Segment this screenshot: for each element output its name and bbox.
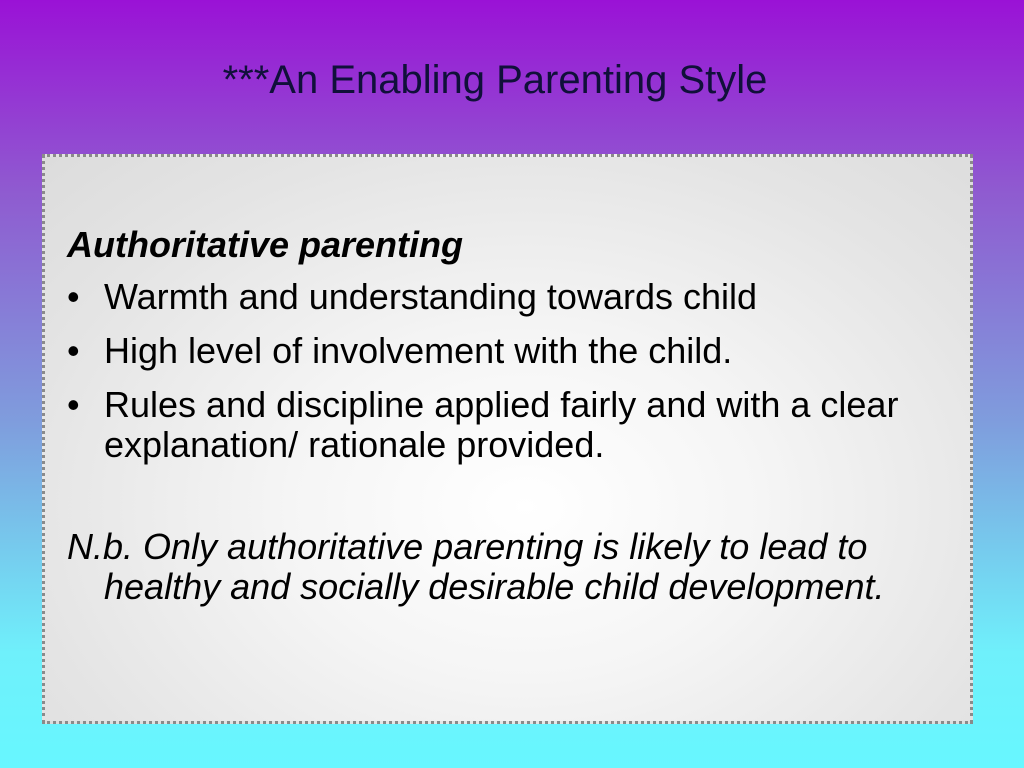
content-box xyxy=(42,154,973,724)
subheading: Authoritative parenting xyxy=(67,224,464,265)
bullet-text: Rules and discipline applied fairly and with a clear explanation/ rationale provided. xyxy=(104,384,899,465)
bullet-icon: • xyxy=(67,276,80,317)
content-body xyxy=(67,225,952,607)
bullet-item xyxy=(67,331,952,371)
bullet-text: Warmth and understanding towards child xyxy=(104,276,758,317)
bullet-text: High level of involvement with the child. xyxy=(104,330,733,371)
bullet-list xyxy=(67,277,952,465)
slide-title: ***An Enabling Parenting Style xyxy=(222,58,768,102)
bullet-item xyxy=(67,385,952,465)
bullet-icon: • xyxy=(67,330,80,371)
note-text: N.b. Only authoritative parenting is likely to lead to healthy and socially desirable child development. xyxy=(67,526,885,607)
bullet-icon: • xyxy=(67,384,80,425)
bullet-item xyxy=(67,277,952,317)
